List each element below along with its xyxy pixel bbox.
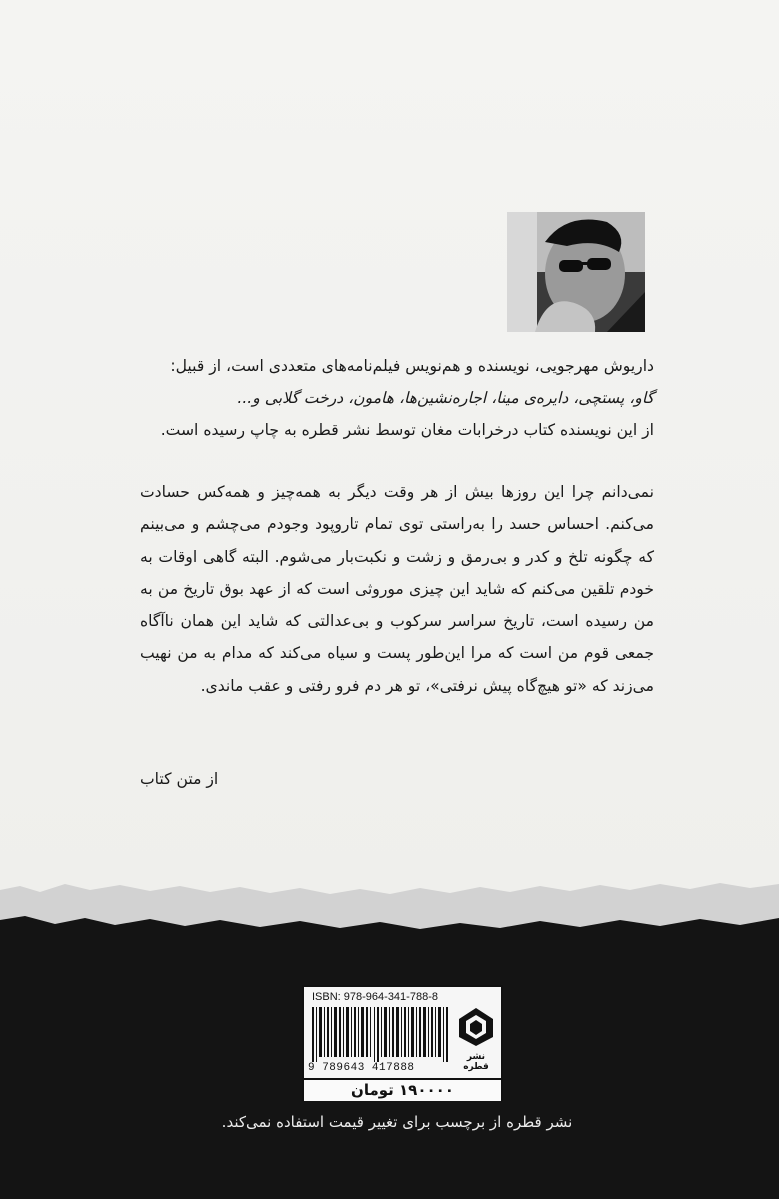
book-excerpt xyxy=(140,476,654,702)
excerpt-text: نمی‌دانم چرا این روزها بیش از هر وقت دیگر به همه‌چیز و همه‌کس حسادت می‌کنم. احساس حسد را به‌راستی توی تمام تاروپود وجودم می‌چشم و می‌بینم که چگونه تلخ و کدر و بی‌رمق و زشت و نکبت‌بار می‌شوم. البته گاهی اوقات به خودم تلقین می‌کنم که شاید این چیزی موروثی است که از عهد بوق تاریخ من به من رسیده است، تاریخ سراسر سرکوب و بی‌عدالتی که شاید این همان ناآگاه جمعی قوم من است که مرا این‌طور پست و سیاه می‌کند که مدام به من نهیب می‌زند که «تو هیچ‌گاه پیش نرفتی»، تو هر دم فرو رفتی و عقب ماندی. xyxy=(140,483,654,695)
bio-intro: داریوش مهرجویی، نویسنده و هم‌نویس فیلم‌نامه‌های متعددی است، از قبیل: xyxy=(170,357,654,375)
barcode xyxy=(312,1007,452,1062)
isbn-price-sticker xyxy=(302,985,503,1101)
bio-works: گاو، پستچی، دایره‌ی مینا، اجاره‌نشین‌ها، هامون، درخت گلابی و... xyxy=(237,389,654,407)
price-note: نشر قطره از برچسب برای تغییر قیمت استفاده نمی‌کند. xyxy=(221,1113,573,1131)
publisher-logo-icon xyxy=(458,1007,494,1047)
bio-publication: از این نویسنده کتاب درخرابات مغان توسط نشر قطره به چاپ رسیده است. xyxy=(160,421,654,439)
publisher-name: نشر قطره xyxy=(463,1052,489,1072)
author-bio xyxy=(140,350,654,446)
excerpt-source: از متن کتاب xyxy=(140,770,219,788)
author-photo xyxy=(507,212,645,332)
isbn-number: ISBN: 978-964-341-788-8 xyxy=(312,991,438,1003)
publisher-logo xyxy=(455,1007,497,1072)
price-label: ۱۹۰۰۰۰ تومان xyxy=(304,1078,501,1101)
barcode-digits: 9 789643 417888 xyxy=(308,1062,415,1074)
